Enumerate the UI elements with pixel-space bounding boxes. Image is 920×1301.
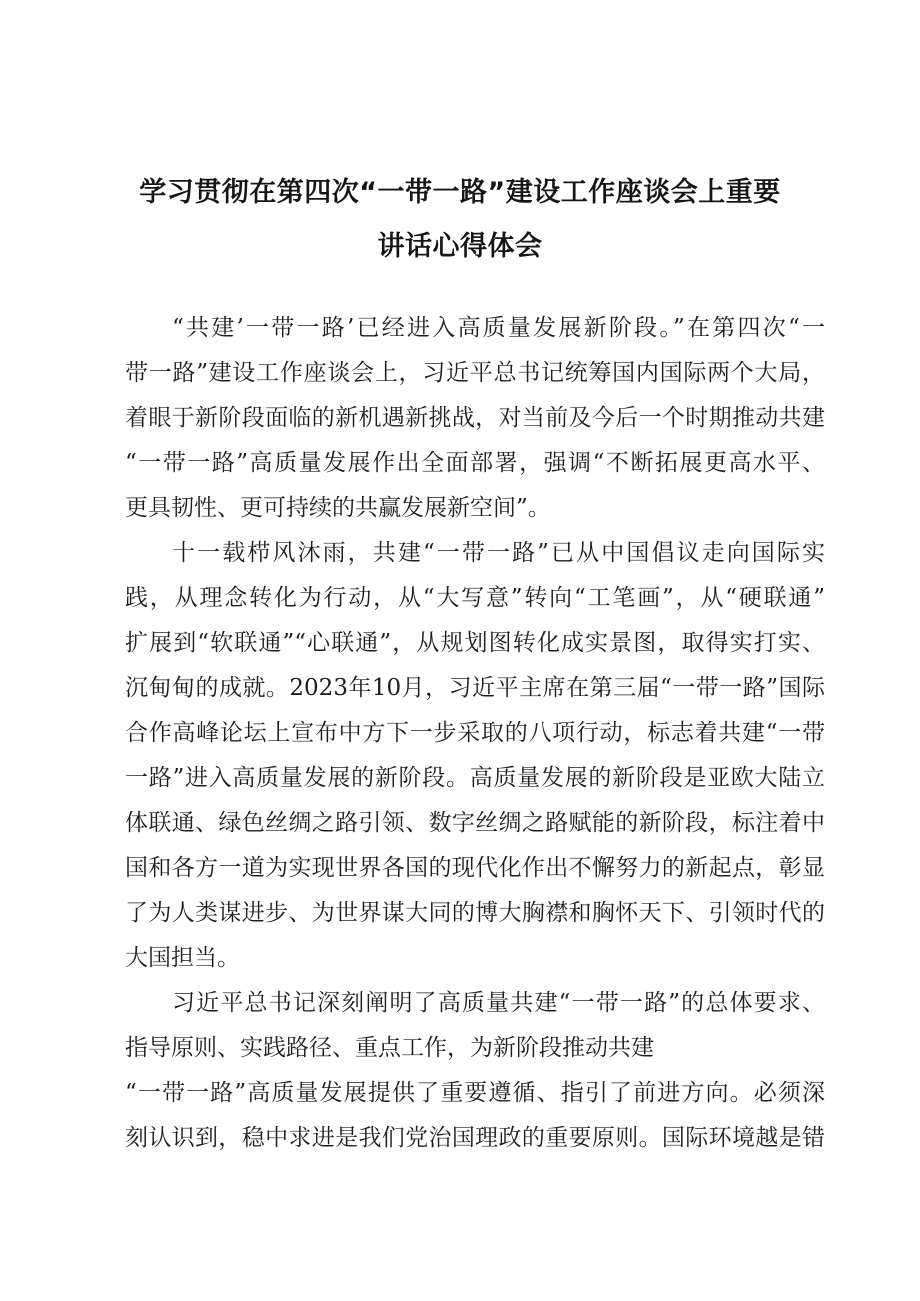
paragraph-line: “一带一路”高质量发展提供了重要遵循、指引了前进方向。必须深: [125, 1080, 825, 1106]
paragraph-line: 更具韧性、更可持续的共赢发展新空间”。: [125, 495, 551, 521]
paragraph-line: 指导原则、实践路径、重点工作，为新阶段推动共建: [125, 1035, 654, 1061]
paragraph-line: “一带一路”高质量发展作出全面部署，强调“不断拓展更高水平、: [125, 450, 825, 476]
paragraph-line: “共建’一带一路’已经进入高质量发展新阶段。”在第四次“一: [172, 315, 825, 341]
paragraph-line: 一路”进入高质量发展的新阶段。高质量发展的新阶段是亚欧大陆立: [125, 765, 825, 791]
paragraph-1: [125, 306, 825, 531]
paragraph-line: 大国担当。: [125, 945, 240, 971]
paragraph-line: 沉甸甸的成就。2023年10月，习近平主席在第三届“一带一路”国际: [125, 675, 825, 701]
paragraph-line: 了为人类谋进步、为世界谋大同的博大胸襟和胸怀天下、引领时代的: [125, 900, 825, 926]
paragraph-line: 体联通、绿色丝绸之路引领、数字丝绸之路赋能的新阶段，标注着中: [125, 810, 825, 836]
paragraph-line: 着眼于新阶段面临的新机遇新挑战，对当前及今后一个时期推动共建: [125, 405, 825, 431]
paragraph-line: 合作高峰论坛上宣布中方下一步采取的八项行动，标志着共建“一带: [125, 720, 825, 746]
paragraph-line: 习近平总书记深刻阐明了高质量共建“一带一路”的总体要求、: [172, 990, 825, 1016]
paragraph-line: 带一路”建设工作座谈会上，习近平总书记统筹国内国际两个大局，: [125, 360, 825, 386]
paragraph-line: 践，从理念转化为行动，从“大写意”转向“工笔画”，从“硬联通”: [125, 585, 825, 611]
paragraph-line: 国和各方一道为实现世界各国的现代化作出不懈努力的新起点，彰显: [125, 855, 825, 881]
paragraph-line: 刻认识到，稳中求进是我们党治国理政的重要原则。国际环境越是错: [125, 1125, 825, 1151]
document-title-line-2: 讲话心得体会: [377, 231, 543, 262]
document-body: [125, 306, 825, 1161]
paragraph-line: 扩展到“软联通”“心联通”，从规划图转化成实景图，取得实打实、: [125, 630, 825, 656]
paragraph-3: [125, 981, 825, 1161]
document-title-line-1: 学习贯彻在第四次“一带一路”建设工作座谈会上重要: [139, 177, 781, 208]
paragraph-line: 十一载栉风沐雨，共建“一带一路”已从中国倡议走向国际实: [172, 540, 825, 566]
paragraph-2: [125, 531, 825, 981]
